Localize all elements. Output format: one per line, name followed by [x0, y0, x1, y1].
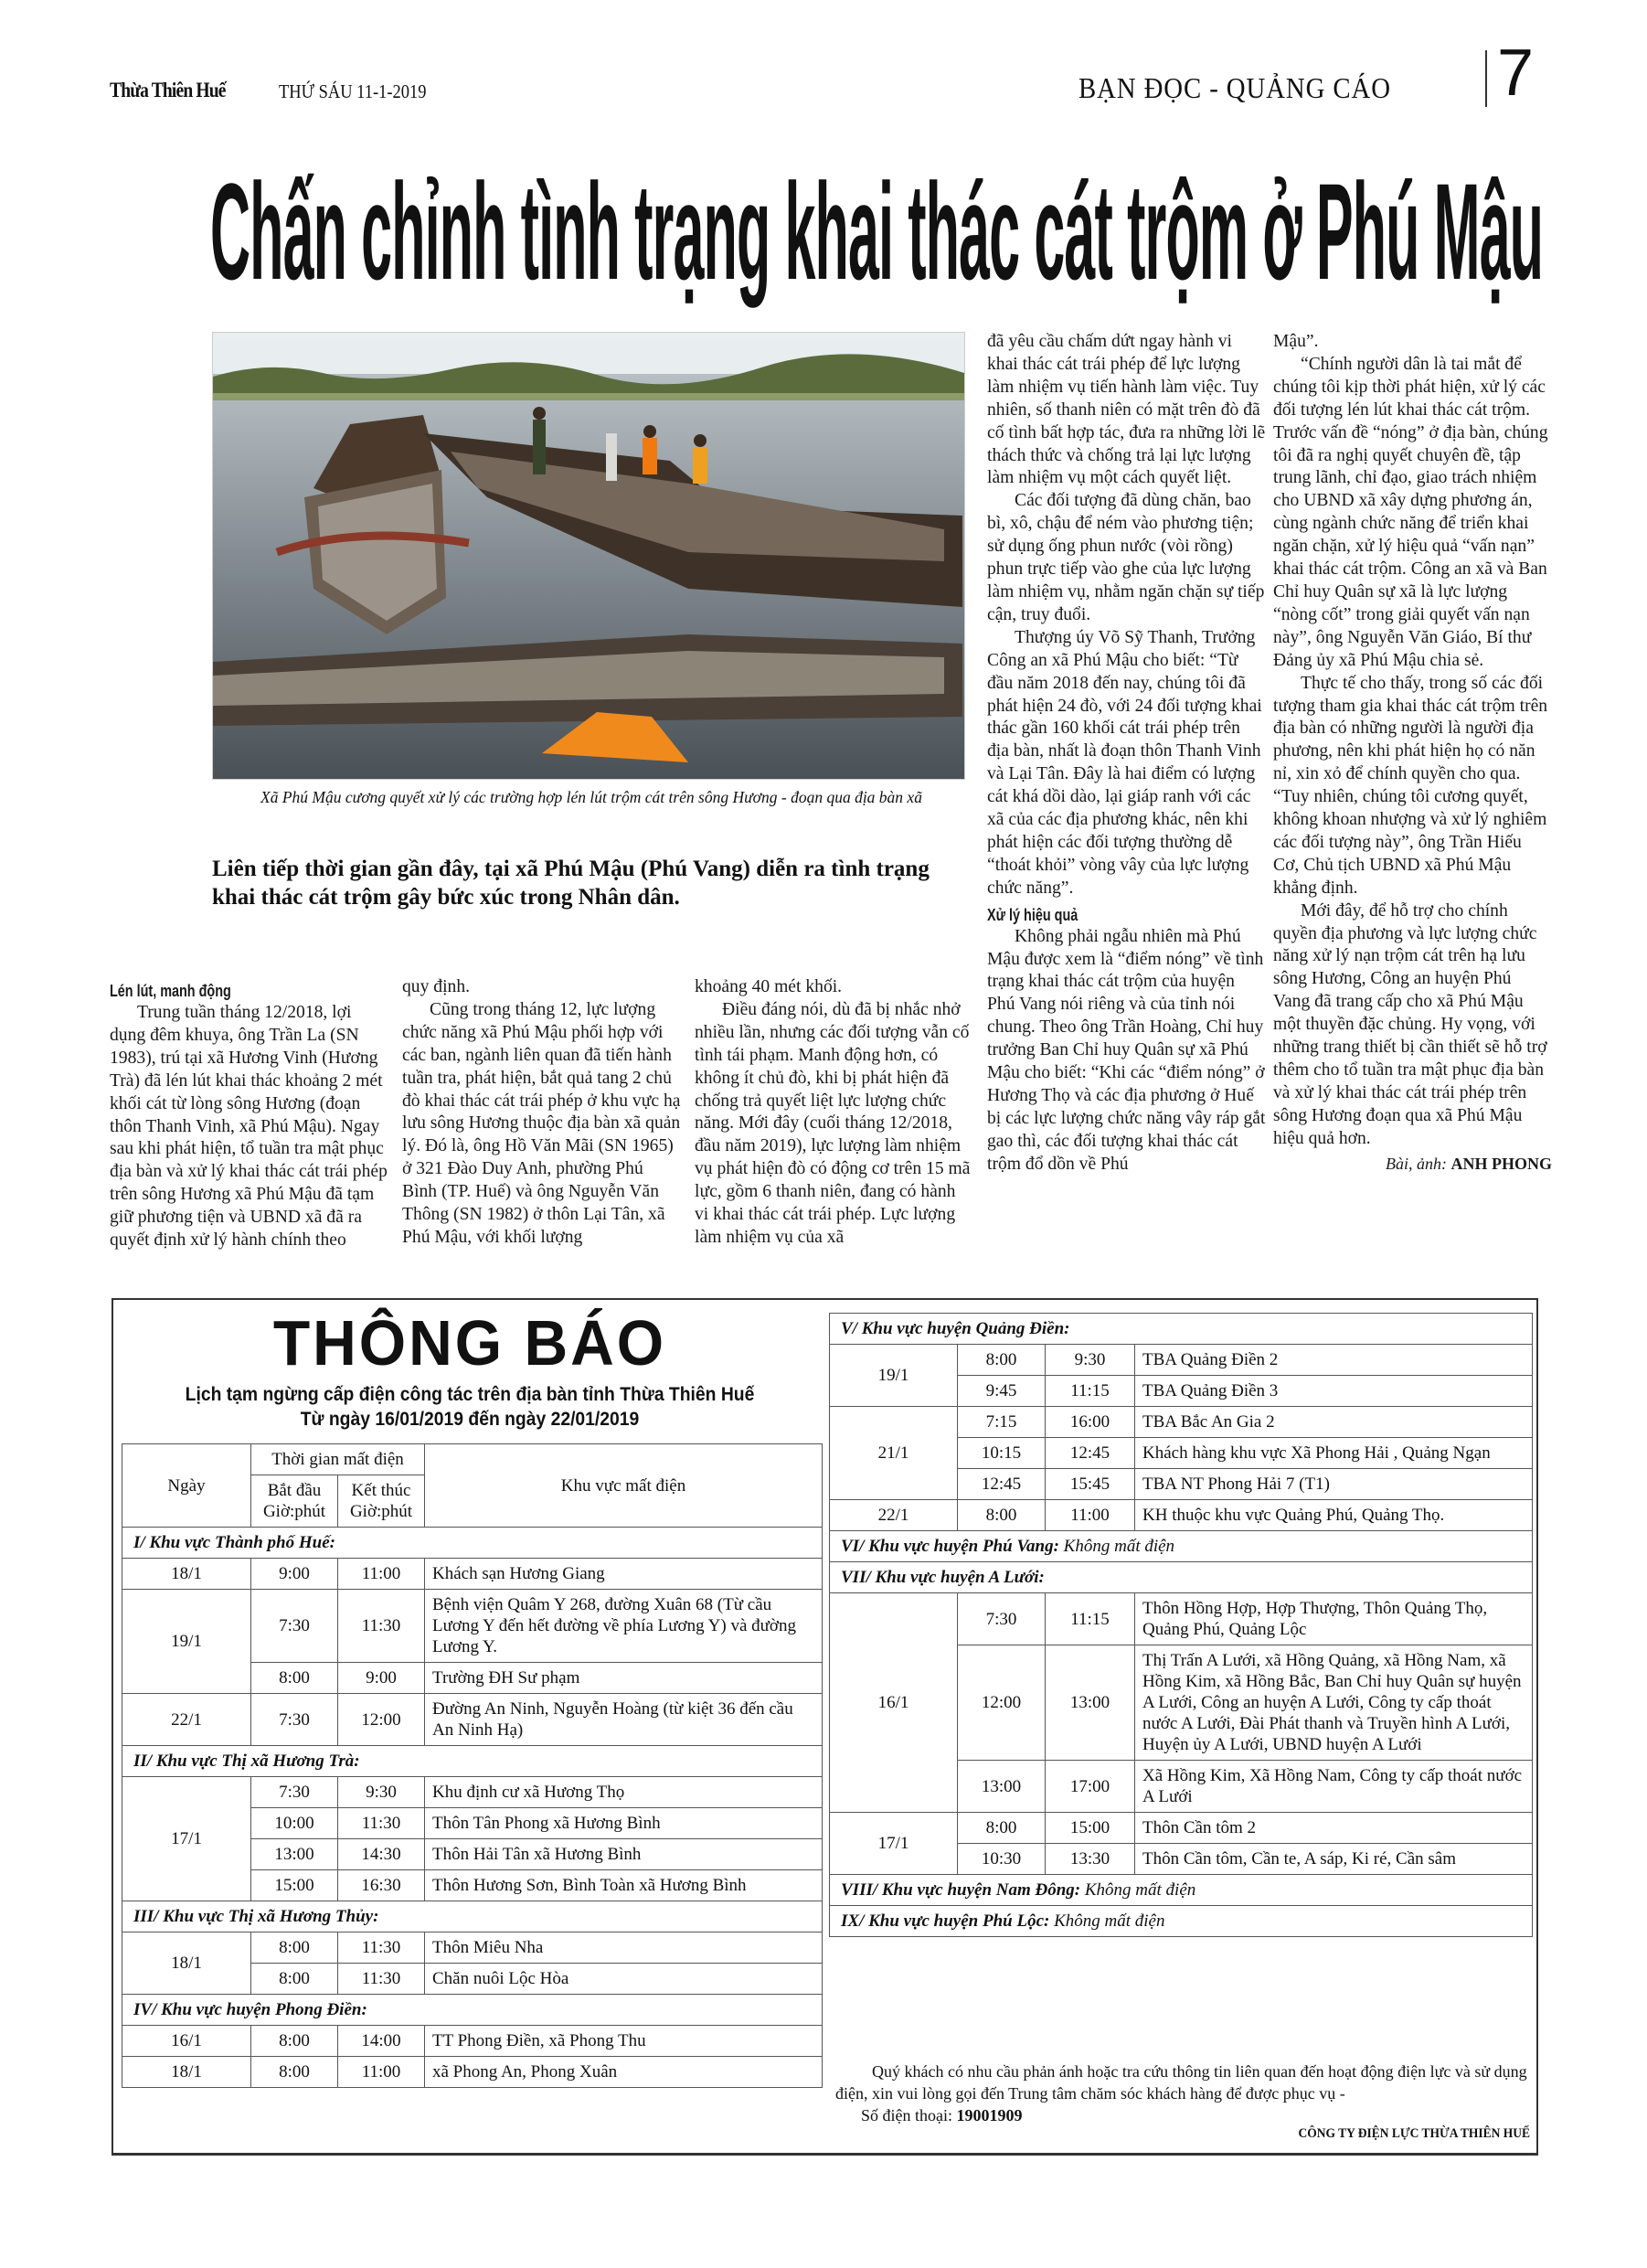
notice-title: THÔNG BÁO: [272, 1307, 667, 1379]
outage-area: Thôn Cần tôm 2: [1135, 1813, 1533, 1844]
section-title: IX/ Khu vực huyện Phú Lộc:: [841, 1911, 1050, 1931]
article-lead: Liên tiếp thời gian gần đây, tại xã Phú Mậu (Phú Vang) diễn ra tình trạng khai thác cát trộm gây bức xúc trong Nhân dân.: [212, 857, 930, 910]
section-heading: [122, 1746, 823, 1777]
section-heading: [830, 1531, 1533, 1562]
section-title: V/ Khu vực huyện Quảng Điền:: [841, 1319, 1070, 1338]
outage-date: 22/1: [122, 1694, 251, 1746]
subheading: Xử lý hiệu quả: [987, 905, 1079, 924]
outage-area: Chăn nuôi Lộc Hòa: [425, 1964, 823, 1995]
section-title: II/ Khu vực Thị xã Hương Trà:: [133, 1752, 360, 1771]
table-row: [830, 1345, 1533, 1376]
outage-date: 21/1: [830, 1407, 958, 1500]
outage-end: 11:00: [338, 1559, 425, 1590]
outage-end: 13:00: [1046, 1645, 1135, 1761]
outage-area: Trường ĐH Sư phạm: [425, 1663, 823, 1694]
outage-area: Thị Trấn A Lưới, xã Hồng Quảng, xã Hồng Nam, xã Hồng Kim, xã Hồng Bắc, Ban Chỉ huy Quân sự huyện A Lưới, Công an huyện A Lưới, Công ty cấp thoát nước A Lưới, Đài Phát thanh và Truyền hình A Lưới, Huyện ủy A Lưới, UBND huyện A Lưới: [1135, 1645, 1533, 1761]
outage-start: 10:00: [251, 1808, 338, 1839]
outage-date: 18/1: [122, 2057, 251, 2088]
notice-subtitle-line-2: Từ ngày 16/01/2019 đến ngày 22/01/2019: [300, 1409, 640, 1430]
section-title: III/ Khu vực Thị xã Hương Thủy:: [133, 1907, 379, 1926]
section-heading: [830, 1875, 1533, 1906]
section-heading: [830, 1906, 1533, 1937]
paragraph: Điều đáng nói, dù đã bị nhắc nhở nhiều lần, nhưng các đối tượng vẫn cố tình tái phạm. Manh động hơn, có không ít chủ đò, khi bị phát hiện đã chống trả quyết liệt lực lượng chức năng. Mới đây (cuối tháng 12/2018, đầu năm 2019), lực lượng làm nhiệm vụ phát hiện đò có động cơ trên 15 mã lực, gồm 6 thanh niên, đang có hành vi khai thác cát trái phép. Lực lượng làm nhiệm vụ của xã: [695, 999, 971, 1247]
outage-area: TBA Bắc An Gia 2: [1135, 1407, 1533, 1438]
section-note: Không mất điện: [1063, 1537, 1175, 1556]
section-name: BẠN ĐỌC - QUẢNG CÁO: [1079, 71, 1391, 104]
outage-start: 12:00: [958, 1645, 1046, 1761]
outage-start: 8:00: [958, 1813, 1046, 1844]
outage-date: 16/1: [122, 2026, 251, 2057]
outage-end: 11:30: [338, 1590, 425, 1663]
paragraph: Cũng trong tháng 12, lực lượng chức năng xã Phú Mậu phối hợp với các ban, ngành liên quan đã tiến hành tuần tra, phát hiện, bắt quả tang 2 chủ đò khai thác cát trái phép ở khu vực hạ lưu sông Hương thuộc địa bàn xã quản lý. Đó là, ông Hồ Văn Mãi (SN 1965) ở 321 Đào Duy Anh, phường Phú Bình (TP. Huế) và ông Nguyễn Văn Thông (SN 1982) ở thôn Lại Tân, xã Phú Mậu, với khối lượng: [402, 999, 681, 1247]
outage-start: 10:15: [958, 1438, 1046, 1469]
section-heading: [122, 1528, 823, 1559]
paragraph: Mậu”.: [1273, 332, 1319, 351]
header-date: Ngày: [122, 1444, 251, 1528]
paragraph: quy định.: [402, 977, 471, 996]
header-area: Khu vực mất điện: [425, 1444, 823, 1528]
outage-area: Khách sạn Hương Giang: [425, 1559, 823, 1590]
page-number: 7: [1497, 37, 1535, 110]
table-row: [122, 1777, 823, 1808]
header-start: Bắt đầu Giờ:phút: [251, 1475, 338, 1528]
section-note: Không mất điện: [1084, 1880, 1196, 1900]
outage-end: 9:30: [1046, 1345, 1135, 1376]
outage-table-right: [829, 1313, 1533, 1937]
outage-area: Thôn Hồng Hợp, Hợp Thượng, Thôn Quảng Thọ, Quảng Phú, Quảng Lộc: [1135, 1593, 1533, 1645]
newspaper-logo: Thừa Thiên Huế: [110, 79, 226, 101]
section-row: [830, 1875, 1533, 1906]
outage-end: 16:30: [338, 1870, 425, 1901]
outage-start: 8:00: [251, 1933, 338, 1964]
outage-start: 7:30: [251, 1694, 338, 1746]
outage-area: Thôn Cần tôm, Cần te, A sáp, Ki ré, Cần sâm: [1135, 1844, 1533, 1875]
section-row: [830, 1314, 1533, 1345]
outage-start: 13:00: [251, 1839, 338, 1870]
section-row: [830, 1531, 1533, 1562]
outage-end: 11:15: [1046, 1376, 1135, 1407]
section-row: [830, 1906, 1533, 1937]
table-row: [830, 1407, 1533, 1438]
outage-date: 19/1: [122, 1590, 251, 1694]
section-heading: [122, 1901, 823, 1933]
outage-area: TT Phong Điền, xã Phong Thu: [425, 2026, 823, 2057]
table-row: [122, 2026, 823, 2057]
outage-end: 11:15: [1046, 1593, 1135, 1645]
section-title: VIII/ Khu vực huyện Nam Đông:: [841, 1880, 1081, 1900]
section-title: IV/ Khu vực huyện Phong Điền:: [133, 2000, 367, 2019]
notice-subtitle: [142, 1382, 798, 1432]
paragraph: Trung tuần tháng 12/2018, lợi dụng đêm khuya, ông Trần La (SN 1983), trú tại xã Hương Vinh (Hương Trà) đã lén lút khai thác khoảng 2 mét khối cát từ lòng sông Hương (đoạn thôn Thanh Vinh, xã Phú Mậu). Ngay sau khi phát hiện, tổ tuần tra mật phục địa bàn và xử lý khai thác cát trái phép trên sông Hương xã Phú Mậu đã tạm giữ phương tiện và UBND xã đã ra quyết định xử lý hành chính theo: [110, 1003, 388, 1251]
outage-area: KH thuộc khu vực Quảng Phú, Quảng Thọ.: [1135, 1500, 1533, 1531]
outage-start: 8:00: [251, 1663, 338, 1694]
outage-area: Xã Hồng Kim, Xã Hồng Nam, Công ty cấp thoát nước A Lưới: [1135, 1761, 1533, 1813]
outage-area: Thôn Hải Tân xã Hương Bình: [425, 1839, 823, 1870]
paragraph: đã yêu cầu chấm dứt ngay hành vi khai thác cát trái phép để lực lượng làm nhiệm vụ tiến hành làm việc. Tuy nhiên, số thanh niên có mặt trên đò đã cố tình bất hợp tác, đưa ra những lời lẽ thách thức và chống trả lại lực lượng làm nhiệm vụ một cách quyết liệt.: [987, 332, 1266, 488]
outage-date: 18/1: [122, 1559, 251, 1590]
outage-area: Bệnh viện Quâm Y 268, đường Xuân 68 (Từ cầu Lương Y đến hết đường về phía Lương Y) và đường Lương Y.: [425, 1590, 823, 1663]
byline-author: ANH PHONG: [1450, 1154, 1552, 1173]
outage-start: 10:30: [958, 1844, 1046, 1875]
outage-start: 7:15: [958, 1407, 1046, 1438]
outage-end: 11:00: [1046, 1500, 1135, 1531]
outage-end: 11:30: [338, 1964, 425, 1995]
article-photo: [212, 332, 965, 780]
byline-label: Bài, ảnh:: [1386, 1154, 1447, 1173]
paragraph: Mới đây, để hỗ trợ cho chính quyền địa phương và lực lượng chức năng xử lý nạn trộm cát trên hạ lưu sông Hương, Công an huyện Phú Vang đã trang cấp cho xã Phú Mậu một thuyền đặc chủng. Hy vọng, với những trang thiết bị cần thiết sẽ hỗ trợ thêm cho tổ tuần tra mật phục địa bàn và xử lý khai thác cát trái phép trên sông Hương đoạn qua xã Phú Mậu hiệu quả hơn.: [1273, 900, 1547, 1148]
outage-end: 11:30: [338, 1808, 425, 1839]
outage-date: 19/1: [830, 1345, 958, 1407]
table-row: [122, 1559, 823, 1590]
outage-end: 12:45: [1046, 1438, 1135, 1469]
river-boats-photo: [213, 333, 964, 779]
header-time-group: Thời gian mất điện: [251, 1444, 425, 1475]
article-column-4: [987, 331, 1266, 1177]
outage-start: 7:30: [251, 1590, 338, 1663]
notice-subtitle-line-1: Lịch tạm ngừng cấp điện công tác trên địa bàn tỉnh Thừa Thiên Huế: [185, 1384, 755, 1405]
outage-start: 7:30: [958, 1593, 1046, 1645]
paragraph: khoảng 40 mét khối.: [695, 977, 843, 996]
article-column-2: [402, 976, 681, 1250]
outage-start: 8:00: [958, 1345, 1046, 1376]
outage-date: 16/1: [830, 1593, 958, 1813]
outage-area: Thôn Hương Sơn, Bình Toàn xã Hương Bình: [425, 1870, 823, 1901]
paragraph: “Chính người dân là tai mắt để chúng tôi kịp thời phát hiện, xử lý các đối tượng lén lút khai thác cát trộm. Trước vấn đề “nóng” ở địa bàn, chúng tôi đã ra nghị quyết chuyên đề, tập trung lãnh, chỉ đạo, giao trách nhiệm cho UBND xã xây dựng phương án, cùng ngành chức năng để triển khai ngăn chặn, xử lý hiệu quả “vấn nạn” khai thác cát trộm. Công an xã và Ban Chỉ huy Quân sự xã là lực lượng “nòng cốt” trong giải quyết vấn nạn này”, ông Nguyễn Văn Giáo, Bí thư Đảng ủy xã Phú Mậu chia sẻ.: [1273, 354, 1548, 670]
notice-contact-text: Quý khách có nhu cầu phản ánh hoặc tra cứu thông tin liên quan đến hoạt động điện lực và sử dụng điện, xin vui lòng gọi đến Trung tâm chăm sóc khách hàng để được phục vụ -: [835, 2062, 1527, 2103]
subheading: Lén lút, manh động: [110, 982, 231, 1000]
outage-start: 9:00: [251, 1559, 338, 1590]
outage-end: 9:00: [338, 1663, 425, 1694]
section-title: VII/ Khu vực huyện A Lưới:: [841, 1568, 1045, 1587]
outage-date: 17/1: [122, 1777, 251, 1901]
outage-end: 13:30: [1046, 1844, 1135, 1875]
header-divider: [1485, 50, 1487, 107]
section-row: [122, 1901, 823, 1933]
table-row: [122, 1933, 823, 1964]
phone-number: 19001909: [956, 2106, 1023, 2124]
section-row: [122, 1746, 823, 1777]
outage-start: 13:00: [958, 1761, 1046, 1813]
outage-area: Thôn Miêu Nha: [425, 1933, 823, 1964]
outage-date: 17/1: [830, 1813, 958, 1875]
section-heading: [830, 1562, 1533, 1593]
section-row: [830, 1562, 1533, 1593]
phone-label: Số điện thoại:: [861, 2106, 952, 2124]
section-title: VI/ Khu vực huyện Phú Vang:: [841, 1537, 1059, 1556]
outage-end: 17:00: [1046, 1761, 1135, 1813]
outage-area: TBA Quảng Điền 3: [1135, 1376, 1533, 1407]
header-end: Kết thúc Giờ:phút: [338, 1475, 425, 1528]
outage-date: 18/1: [122, 1933, 251, 1995]
section-note: Không mất điện: [1054, 1911, 1165, 1931]
photo-caption: Xã Phú Mậu cương quyết xử lý các trường hợp lén lút trộm cát trên sông Hương - đoạn qua địa bàn xã: [260, 788, 922, 806]
outage-end: 14:00: [338, 2026, 425, 2057]
outage-start: 7:30: [251, 1777, 338, 1808]
notice-footer: [835, 2060, 1530, 2145]
table-row: [830, 1593, 1533, 1645]
paragraph: Thượng úy Võ Sỹ Thanh, Trưởng Công an xã Phú Mậu cho biết: “Từ đầu năm 2018 đến nay, chúng tôi đã phát hiện 24 đò, với 24 đối tượng khai thác gần 160 khối cát trái phép trên địa bàn, nhất là đoạn thôn Thanh Vinh và Lại Tân. Đây là hai điểm có lượng cát khá dồi dào, lại giáp ranh với các xã của các địa phương khác, nên khi phát hiện các đối tượng thường dễ “thoát khỏi” vòng vây của lực lượng chức năng”.: [987, 627, 1262, 898]
outage-area: Đường An Ninh, Nguyễn Hoàng (từ kiệt 36 đến cầu An Ninh Hạ): [425, 1694, 823, 1746]
outage-start: 8:00: [251, 2057, 338, 2088]
table-row: [830, 1500, 1533, 1531]
section-row: [122, 1995, 823, 2026]
paragraph: Các đối tượng đã dùng chăn, bao bì, xô, chậu để ném vào phương tiện; sử dụng ống phun nước (vòi rồng) phun trực tiếp vào ghe của lực lượng làm nhiệm vụ, nhằm ngăn chặn sự tiếp cận, truy đuổi.: [987, 491, 1265, 624]
outage-area: TBA Quảng Điền 2: [1135, 1345, 1533, 1376]
outage-date: 22/1: [830, 1500, 958, 1531]
section-heading: [122, 1995, 823, 2026]
outage-end: 16:00: [1046, 1407, 1135, 1438]
outage-start: 15:00: [251, 1870, 338, 1901]
outage-area: TBA NT Phong Hải 7 (T1): [1135, 1469, 1533, 1500]
paragraph: Không phải ngẫu nhiên mà Phú Mậu được xem là “điểm nóng” về tình trạng khai thác cát trộm của huyện Phú Vang nói riêng và của tỉnh nói chung. Theo ông Trần Hoàng, Chỉ huy trưởng Ban Chỉ huy Quân sự xã Phú Mậu cho biết: “Khi các “điểm nóng” ở Hương Thọ và các địa phương ở Huế bị các lực lượng chức năng vây ráp gắt gao thì, các đối tượng khai thác cát trộm đổ dồn về Phú: [987, 926, 1266, 1174]
headline: [210, 154, 1545, 309]
outage-end: 15:00: [1046, 1813, 1135, 1844]
outage-end: 12:00: [338, 1694, 425, 1746]
notice-company: CÔNG TY ĐIỆN LỰC THỪA THIÊN HUẾ: [1298, 2126, 1530, 2141]
outage-end: 11:30: [338, 1933, 425, 1964]
section-row: [122, 1528, 823, 1559]
issue-date: THỨ SÁU 11-1-2019: [279, 80, 427, 102]
paragraph: Thực tế cho thấy, trong số các đối tượng tham gia khai thác cát trộm trên địa bàn có những người là người địa phương, nên khi phát hiện họ có năn nỉ, xin xỏ để chính quyền cho qua. “Tuy nhiên, chúng tôi cương quyết, không khoan nhượng và xử lý nghiêm các đối tượng này”, ông Trần Hiếu Cơ, Chủ tịch UBND xã Phú Mậu khẳng định.: [1273, 673, 1548, 898]
table-row: [830, 1813, 1533, 1844]
section-title: I/ Khu vực Thành phố Huế:: [133, 1533, 335, 1552]
headline-text: Chấn chỉnh tình trạng khai thác cát trộm ở Phú Mậu: [210, 154, 1544, 308]
outage-start: 8:00: [251, 2026, 338, 2057]
outage-area: xã Phong An, Phong Xuân: [425, 2057, 823, 2088]
table-row: [122, 1590, 823, 1663]
outage-end: 9:30: [338, 1777, 425, 1808]
outage-start: 8:00: [958, 1500, 1046, 1531]
outage-start: 12:45: [958, 1469, 1046, 1500]
outage-start: 8:00: [251, 1964, 338, 1995]
outage-end: 15:45: [1046, 1469, 1135, 1500]
section-heading: [830, 1314, 1533, 1345]
outage-area: Khách hàng khu vực Xã Phong Hải , Quảng Ngạn: [1135, 1438, 1533, 1469]
power-outage-notice: [112, 1298, 1538, 2156]
outage-area: Thôn Tân Phong xã Hương Bình: [425, 1808, 823, 1839]
outage-end: 11:00: [338, 2057, 425, 2088]
byline: [1273, 1153, 1552, 1176]
table-row: [122, 2057, 823, 2088]
outage-start: 9:45: [958, 1376, 1046, 1407]
outage-table-left: [122, 1443, 823, 2088]
outage-end: 14:30: [338, 1839, 425, 1870]
table-row: [122, 1694, 823, 1746]
outage-area: Khu định cư xã Hương Thọ: [425, 1777, 823, 1808]
article-column-5: [1273, 331, 1552, 1176]
article-column-3: [695, 976, 973, 1250]
article-column-1: [110, 976, 388, 1252]
